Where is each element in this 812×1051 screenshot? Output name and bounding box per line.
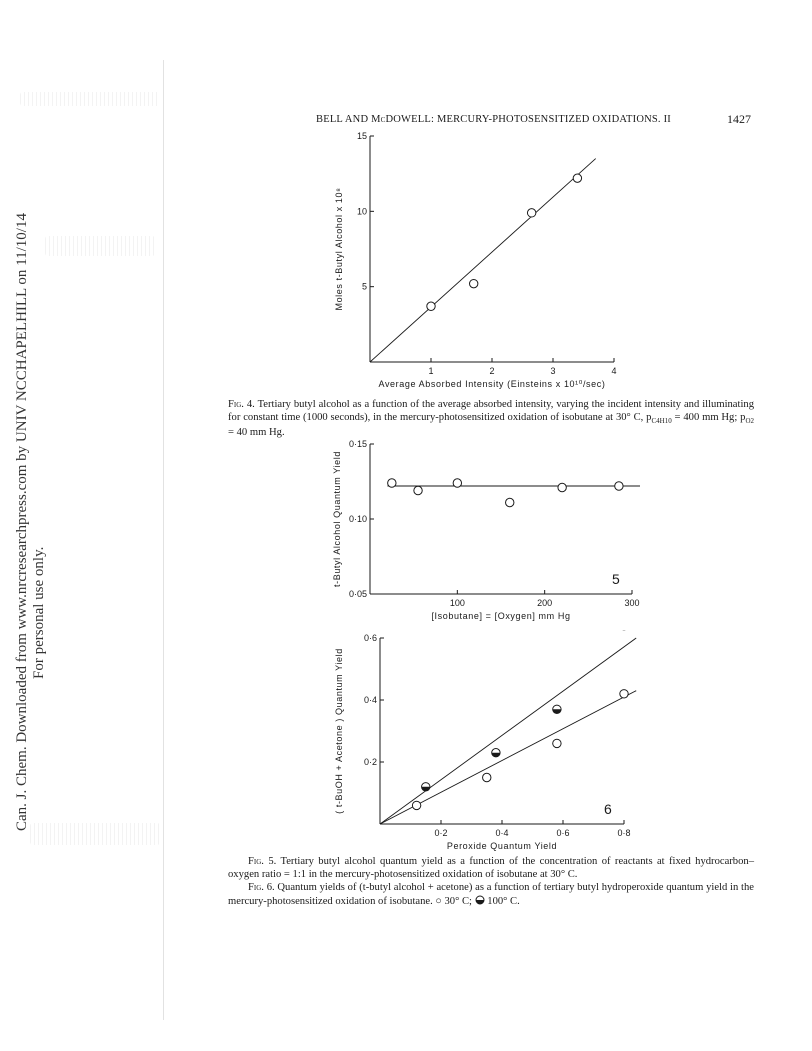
panel-label: 5 bbox=[612, 571, 620, 587]
y-tick-label: 0·4 bbox=[363, 695, 377, 705]
figure-4-caption-text: Tertiary butyl alcohol as a function of the average absorbed intensity, varying the incident intensity and illuminating for constant time (1000 seconds), in the mercury-photosensitized oxidation of isobutane at 30° C, p bbox=[228, 399, 754, 423]
y-tick-label: 15 bbox=[356, 131, 367, 141]
download-stamp-line-1: Can. J. Chem. Downloaded from www.nrcresearchpress.com by UNIV NCCHAPELHILL on 11/10/14 bbox=[14, 213, 30, 831]
half-filled-circle-icon bbox=[475, 895, 485, 905]
figure-4-plot bbox=[334, 131, 617, 389]
data-point bbox=[453, 479, 461, 487]
page-number: 1427 bbox=[727, 112, 751, 126]
data-point bbox=[573, 174, 581, 182]
y-axis-label: Moles t-Butyl Alcohol x 10⁸ bbox=[334, 187, 344, 311]
figure-6-caption bbox=[228, 882, 754, 908]
x-tick-label: 200 bbox=[537, 598, 553, 608]
data-point bbox=[388, 479, 396, 487]
y-tick-label: 0·6 bbox=[363, 633, 377, 643]
x-tick-label: 0·2 bbox=[434, 828, 448, 838]
x-axis-label: Average Absorbed Intensity (Einsteins x 10¹⁰/sec) bbox=[378, 379, 606, 389]
data-point bbox=[427, 302, 435, 310]
x-tick-label: 1 bbox=[428, 366, 434, 376]
y-axis-label: ( t-BuOH + Acetone ) Quantum Yield bbox=[334, 648, 344, 814]
data-point bbox=[414, 486, 422, 494]
download-stamp-line-2: For personal use only. bbox=[31, 546, 47, 679]
data-point bbox=[527, 209, 535, 217]
figure-6-legend-half: 100° C. bbox=[487, 895, 520, 907]
figure-6-chart bbox=[330, 630, 650, 860]
x-tick-label: 0·6 bbox=[556, 828, 570, 838]
figure-5-label: Fig. 5. bbox=[248, 856, 277, 867]
x-axis-label: Peroxide Quantum Yield bbox=[446, 841, 558, 851]
data-point bbox=[615, 482, 623, 490]
running-header: BELL AND McDOWELL: MERCURY-PHOTOSENSITIZED OXIDATIONS. II bbox=[316, 114, 671, 125]
scan-noise bbox=[20, 92, 160, 106]
figure-4-caption bbox=[228, 399, 754, 440]
x-tick-label: 300 bbox=[624, 598, 640, 608]
figure-6-plot bbox=[334, 630, 636, 851]
figure-4-caption-mid: = 400 mm Hg; p bbox=[671, 411, 746, 423]
scan-noise bbox=[30, 823, 160, 845]
fit-line bbox=[370, 159, 596, 362]
y-tick-label: 5 bbox=[361, 281, 367, 292]
figure-5-caption-text: Tertiary butyl alcohol quantum yield as a function of the concentration of reactants at fixed hydrocarbon–oxygen ratio = 1:1 in the mercury-photosensitized oxidation of isobutane at 30° C. bbox=[228, 856, 754, 880]
figure-6-caption-text: Quantum yields of (t-butyl alcohol + acetone) as a function of tertiary butyl hydroperoxide quantum yield in the mercury-photosensitized oxidation of isobutane. bbox=[228, 882, 754, 907]
figure-5-caption bbox=[228, 856, 754, 881]
x-tick-label: 100 bbox=[449, 598, 465, 608]
x-tick-label: 0·4 bbox=[495, 828, 509, 838]
data-point bbox=[553, 739, 561, 747]
figure-4-chart bbox=[330, 128, 660, 398]
y-tick-label: 0·15 bbox=[348, 439, 367, 449]
figure-4-caption-sub1: C4H10 bbox=[651, 416, 672, 425]
panel-label: 6 bbox=[604, 801, 612, 817]
figure-6-legend-open: ○ 30° C; bbox=[435, 895, 472, 907]
y-tick-label: 0·2 bbox=[363, 757, 377, 767]
x-tick-label: 0·8 bbox=[617, 828, 631, 838]
data-point bbox=[412, 801, 420, 809]
x-tick-label: 2 bbox=[489, 366, 495, 376]
data-point bbox=[506, 498, 514, 506]
figure-6-label: Fig. 6. bbox=[248, 882, 275, 893]
fit-line bbox=[380, 638, 636, 824]
data-point bbox=[470, 279, 478, 287]
y-tick-label: 0·10 bbox=[348, 514, 367, 524]
data-point bbox=[483, 773, 491, 781]
x-axis-label: [Isobutane] = [Oxygen] mm Hg bbox=[431, 611, 571, 621]
figure-4-caption-end: = 40 mm Hg. bbox=[228, 427, 285, 439]
y-axis-label: t-Butyl Alcohol Quantum Yield bbox=[332, 451, 342, 587]
data-point bbox=[558, 483, 566, 491]
data-point bbox=[620, 690, 628, 698]
figure-5-plot bbox=[332, 439, 640, 621]
margin-line bbox=[163, 60, 164, 1020]
y-tick-label: 0·05 bbox=[348, 589, 367, 599]
scan-noise bbox=[45, 236, 155, 256]
figure-4-caption-sub2: O2 bbox=[745, 416, 754, 425]
x-tick-label: 4 bbox=[611, 366, 617, 376]
x-tick-label: 3 bbox=[550, 366, 556, 376]
figure-4-label: Fig. 4. bbox=[228, 399, 255, 410]
y-tick-label: 10 bbox=[356, 206, 367, 217]
figure-5-chart bbox=[330, 436, 640, 626]
